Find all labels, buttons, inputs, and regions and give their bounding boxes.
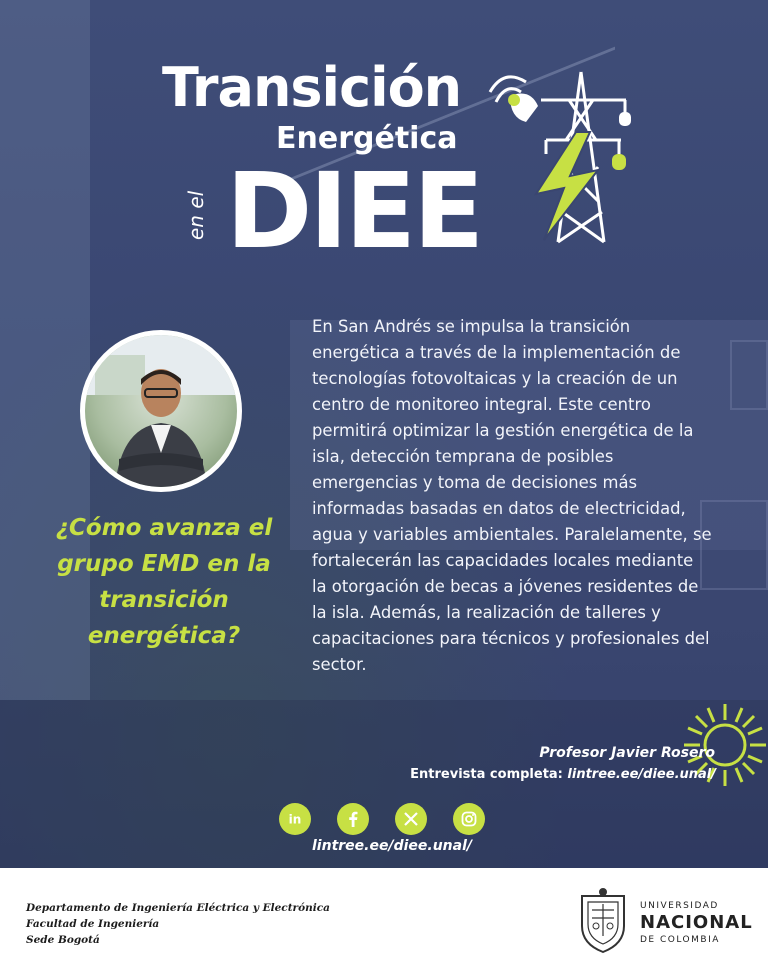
title-line-1: Transición — [162, 56, 462, 119]
body-text: En San Andrés se impulsa la transición energética a través de la implementación de tecnologías fotovoltaicas y la creación de un centro de monitoreo integral. Este centro permitirá optimizar la gestión energética de la isla, detección temprana de posibles emergencias y toma de decisiones más informadas basadas en datos de electricidad, agua y variables ambientales. Paralelamente, se fortalecerán las capacidades locales mediante la otorgación de becas a jóvenes residentes de la isla. Además, la realización de talleres y capacitaciones para técnicos y profesionales del sector. — [312, 317, 712, 674]
instagram-icon[interactable] — [453, 803, 485, 835]
linkedin-icon[interactable] — [279, 803, 311, 835]
interview-line — [400, 764, 716, 786]
university-line-3: DE COLOMBIA — [640, 935, 720, 945]
author-name: Profesor Javier Rosero — [539, 745, 715, 761]
svg-text:in: in — [288, 812, 302, 827]
power-tower-icon — [486, 62, 646, 252]
university-line-1: UNIVERSIDAD — [640, 901, 719, 911]
footer — [0, 868, 768, 979]
university-line-2: NACIONAL — [640, 912, 753, 933]
title-line-2: Energética — [276, 121, 458, 156]
social-link[interactable]: lintree.ee/diee.unal/ — [312, 838, 472, 854]
title-connector: en el — [184, 190, 208, 240]
department-name: Departamento de Ingeniería Eléctrica y Electrónica — [26, 902, 330, 914]
social-icons — [279, 803, 489, 837]
interview-link[interactable]: lintree.ee/diee.unal/ — [567, 767, 716, 782]
faculty-name: Facultad de Ingeniería — [26, 918, 160, 930]
building-window — [730, 340, 768, 410]
x-icon[interactable] — [395, 803, 427, 835]
department-info — [26, 900, 330, 948]
professor-photo — [80, 330, 242, 492]
facebook-icon[interactable] — [337, 803, 369, 835]
title-diee: DIEE — [226, 150, 482, 272]
question-heading: ¿Cómo avanza el grupo EMD en la transición energética? — [55, 515, 273, 649]
university-seal-icon — [574, 886, 632, 954]
campus-name: Sede Bogotá — [26, 934, 100, 946]
university-logo — [574, 886, 753, 960]
interview-prefix: Entrevista completa: — [410, 767, 563, 782]
university-name — [640, 900, 753, 946]
